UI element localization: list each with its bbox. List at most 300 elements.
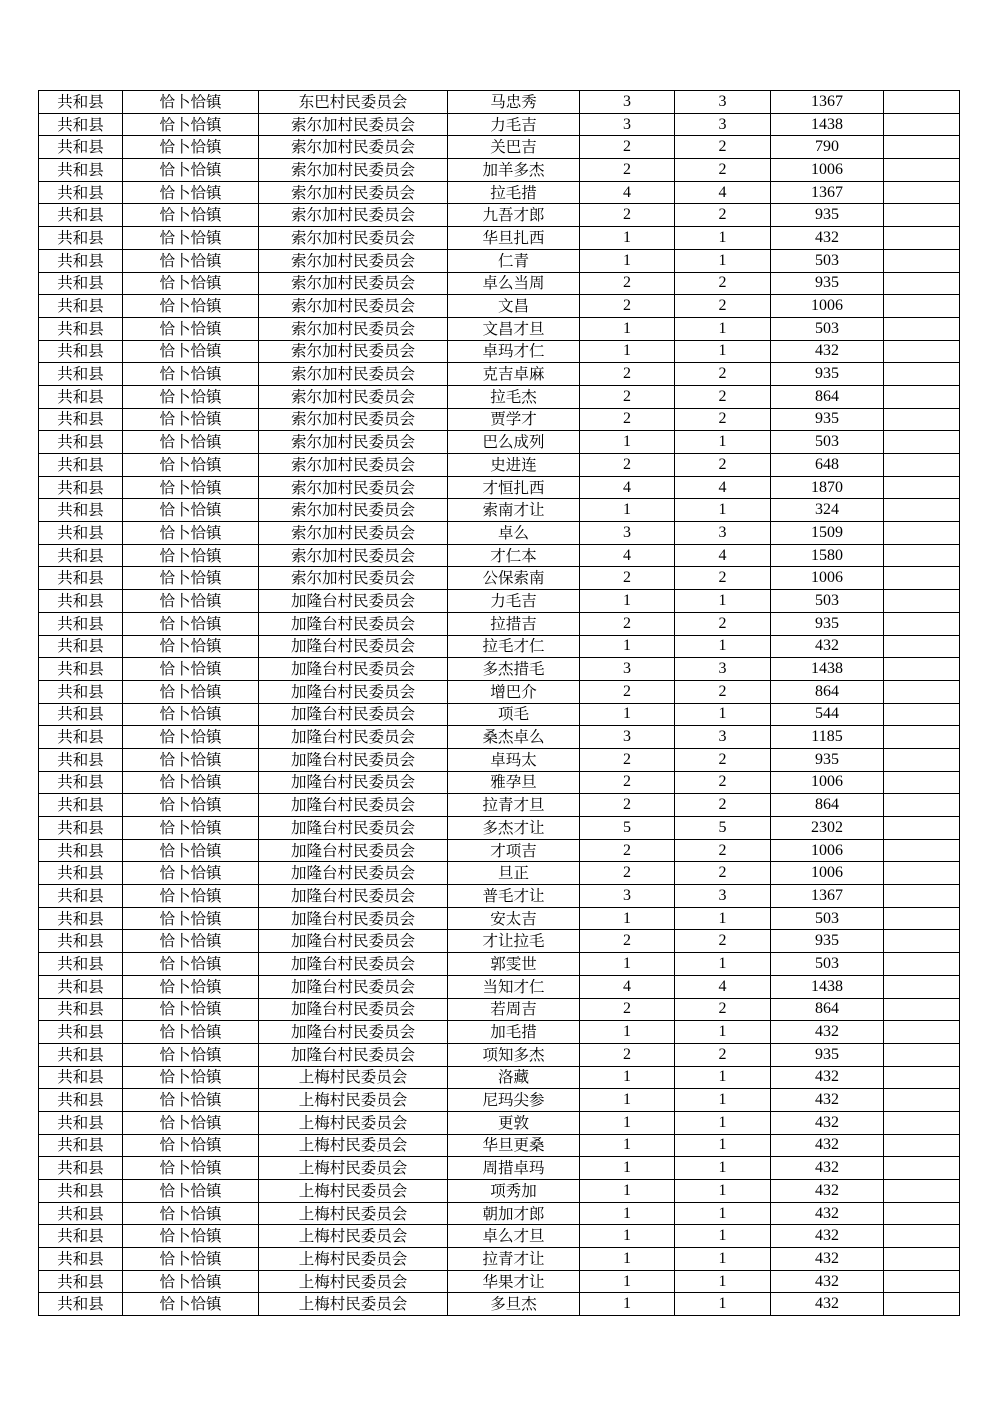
table-row xyxy=(39,1180,960,1203)
village-committee-cell: 加隆台村民委员会 xyxy=(259,998,448,1021)
household-head-cell: 多杰措毛 xyxy=(448,658,580,681)
county-cell: 共和县 xyxy=(39,817,123,840)
household-head-cell: 仁青 xyxy=(448,249,580,272)
county-cell: 共和县 xyxy=(39,998,123,1021)
table-row xyxy=(39,91,960,114)
household-head-cell: 九吾才郎 xyxy=(448,204,580,227)
town-cell: 恰卜恰镇 xyxy=(123,862,259,885)
household-members-cell: 3 xyxy=(580,658,675,681)
county-cell: 共和县 xyxy=(39,975,123,998)
county-cell: 共和县 xyxy=(39,476,123,499)
household-head-cell: 朝加才郎 xyxy=(448,1202,580,1225)
village-committee-cell: 索尔加村民委员会 xyxy=(259,317,448,340)
table-row xyxy=(39,885,960,908)
village-committee-cell: 索尔加村民委员会 xyxy=(259,476,448,499)
county-cell: 共和县 xyxy=(39,249,123,272)
amount-cell: 1006 xyxy=(771,771,884,794)
beneficiary-count-cell: 1 xyxy=(675,1089,771,1112)
county-cell: 共和县 xyxy=(39,612,123,635)
village-committee-cell: 加隆台村民委员会 xyxy=(259,817,448,840)
remarks-cell xyxy=(884,181,960,204)
table-row xyxy=(39,1111,960,1134)
county-cell: 共和县 xyxy=(39,159,123,182)
household-head-cell: 当知才仁 xyxy=(448,975,580,998)
amount-cell: 503 xyxy=(771,431,884,454)
village-committee-cell: 索尔加村民委员会 xyxy=(259,159,448,182)
household-members-cell: 2 xyxy=(580,272,675,295)
remarks-cell xyxy=(884,635,960,658)
village-committee-cell: 索尔加村民委员会 xyxy=(259,385,448,408)
county-cell: 共和县 xyxy=(39,317,123,340)
household-members-cell: 1 xyxy=(580,703,675,726)
village-committee-cell: 加隆台村民委员会 xyxy=(259,862,448,885)
beneficiary-count-cell: 1 xyxy=(675,1134,771,1157)
table-row xyxy=(39,1021,960,1044)
remarks-cell xyxy=(884,317,960,340)
household-head-cell: 力毛吉 xyxy=(448,590,580,613)
household-members-cell: 1 xyxy=(580,1111,675,1134)
beneficiary-count-cell: 1 xyxy=(675,953,771,976)
village-committee-cell: 东巴村民委员会 xyxy=(259,91,448,114)
village-committee-cell: 索尔加村民委员会 xyxy=(259,408,448,431)
household-members-cell: 2 xyxy=(580,680,675,703)
beneficiary-count-cell: 1 xyxy=(675,249,771,272)
village-committee-cell: 索尔加村民委员会 xyxy=(259,499,448,522)
town-cell: 恰卜恰镇 xyxy=(123,1180,259,1203)
household-head-cell: 更敦 xyxy=(448,1111,580,1134)
household-members-cell: 3 xyxy=(580,522,675,545)
county-cell: 共和县 xyxy=(39,590,123,613)
county-cell: 共和县 xyxy=(39,544,123,567)
county-cell: 共和县 xyxy=(39,181,123,204)
remarks-cell xyxy=(884,612,960,635)
household-head-cell: 才让拉毛 xyxy=(448,930,580,953)
town-cell: 恰卜恰镇 xyxy=(123,1066,259,1089)
beneficiary-count-cell: 1 xyxy=(675,907,771,930)
household-members-cell: 1 xyxy=(580,249,675,272)
county-cell: 共和县 xyxy=(39,340,123,363)
household-members-cell: 2 xyxy=(580,998,675,1021)
beneficiary-count-cell: 2 xyxy=(675,794,771,817)
remarks-cell xyxy=(884,590,960,613)
table-row xyxy=(39,1293,960,1316)
table-row xyxy=(39,499,960,522)
county-cell: 共和县 xyxy=(39,295,123,318)
household-head-cell: 史进连 xyxy=(448,454,580,477)
town-cell: 恰卜恰镇 xyxy=(123,726,259,749)
table-row xyxy=(39,998,960,1021)
remarks-cell xyxy=(884,907,960,930)
remarks-cell xyxy=(884,340,960,363)
county-cell: 共和县 xyxy=(39,635,123,658)
amount-cell: 1367 xyxy=(771,181,884,204)
village-committee-cell: 加隆台村民委员会 xyxy=(259,953,448,976)
household-members-cell: 1 xyxy=(580,431,675,454)
amount-cell: 935 xyxy=(771,272,884,295)
household-members-cell: 2 xyxy=(580,930,675,953)
household-head-cell: 加毛措 xyxy=(448,1021,580,1044)
household-members-cell: 1 xyxy=(580,1293,675,1316)
remarks-cell xyxy=(884,272,960,295)
town-cell: 恰卜恰镇 xyxy=(123,885,259,908)
town-cell: 恰卜恰镇 xyxy=(123,181,259,204)
town-cell: 恰卜恰镇 xyxy=(123,91,259,114)
table-row xyxy=(39,953,960,976)
town-cell: 恰卜恰镇 xyxy=(123,544,259,567)
amount-cell: 1870 xyxy=(771,476,884,499)
remarks-cell xyxy=(884,249,960,272)
table-row xyxy=(39,658,960,681)
county-cell: 共和县 xyxy=(39,1089,123,1112)
table-row xyxy=(39,1089,960,1112)
beneficiary-count-cell: 1 xyxy=(675,1270,771,1293)
amount-cell: 432 xyxy=(771,340,884,363)
household-members-cell: 2 xyxy=(580,567,675,590)
household-head-cell: 多杰才让 xyxy=(448,817,580,840)
remarks-cell xyxy=(884,91,960,114)
village-committee-cell: 索尔加村民委员会 xyxy=(259,522,448,545)
amount-cell: 1367 xyxy=(771,91,884,114)
remarks-cell xyxy=(884,385,960,408)
town-cell: 恰卜恰镇 xyxy=(123,1111,259,1134)
county-cell: 共和县 xyxy=(39,227,123,250)
village-committee-cell: 索尔加村民委员会 xyxy=(259,272,448,295)
amount-cell: 432 xyxy=(771,1225,884,1248)
beneficiary-count-cell: 2 xyxy=(675,862,771,885)
village-committee-cell: 索尔加村民委员会 xyxy=(259,113,448,136)
table-row xyxy=(39,113,960,136)
amount-cell: 935 xyxy=(771,930,884,953)
household-head-cell: 文昌 xyxy=(448,295,580,318)
household-members-cell: 5 xyxy=(580,817,675,840)
town-cell: 恰卜恰镇 xyxy=(123,998,259,1021)
remarks-cell xyxy=(884,817,960,840)
county-cell: 共和县 xyxy=(39,91,123,114)
remarks-cell xyxy=(884,454,960,477)
county-cell: 共和县 xyxy=(39,1111,123,1134)
village-committee-cell: 索尔加村民委员会 xyxy=(259,227,448,250)
remarks-cell xyxy=(884,1111,960,1134)
amount-cell: 432 xyxy=(771,1202,884,1225)
village-committee-cell: 加隆台村民委员会 xyxy=(259,590,448,613)
table-row xyxy=(39,862,960,885)
town-cell: 恰卜恰镇 xyxy=(123,159,259,182)
county-cell: 共和县 xyxy=(39,703,123,726)
household-members-cell: 1 xyxy=(580,953,675,976)
town-cell: 恰卜恰镇 xyxy=(123,567,259,590)
household-head-cell: 华旦扎西 xyxy=(448,227,580,250)
household-members-cell: 1 xyxy=(580,1202,675,1225)
amount-cell: 935 xyxy=(771,408,884,431)
household-head-cell: 安太吉 xyxy=(448,907,580,930)
county-cell: 共和县 xyxy=(39,726,123,749)
town-cell: 恰卜恰镇 xyxy=(123,1202,259,1225)
remarks-cell xyxy=(884,1180,960,1203)
amount-cell: 935 xyxy=(771,1043,884,1066)
table-row xyxy=(39,1134,960,1157)
remarks-cell xyxy=(884,363,960,386)
remarks-cell xyxy=(884,1248,960,1271)
beneficiary-count-cell: 1 xyxy=(675,227,771,250)
town-cell: 恰卜恰镇 xyxy=(123,431,259,454)
table-body xyxy=(39,91,960,1316)
beneficiary-count-cell: 2 xyxy=(675,998,771,1021)
table-row xyxy=(39,794,960,817)
amount-cell: 1006 xyxy=(771,839,884,862)
amount-cell: 864 xyxy=(771,998,884,1021)
table-row xyxy=(39,476,960,499)
household-members-cell: 1 xyxy=(580,227,675,250)
town-cell: 恰卜恰镇 xyxy=(123,907,259,930)
table-row xyxy=(39,204,960,227)
village-committee-cell: 加隆台村民委员会 xyxy=(259,703,448,726)
household-members-cell: 1 xyxy=(580,1180,675,1203)
county-cell: 共和县 xyxy=(39,204,123,227)
household-members-cell: 4 xyxy=(580,975,675,998)
town-cell: 恰卜恰镇 xyxy=(123,1157,259,1180)
remarks-cell xyxy=(884,544,960,567)
household-members-cell: 2 xyxy=(580,204,675,227)
household-members-cell: 1 xyxy=(580,1066,675,1089)
household-head-cell: 索南才让 xyxy=(448,499,580,522)
county-cell: 共和县 xyxy=(39,499,123,522)
village-committee-cell: 加隆台村民委员会 xyxy=(259,794,448,817)
town-cell: 恰卜恰镇 xyxy=(123,635,259,658)
household-members-cell: 2 xyxy=(580,363,675,386)
village-committee-cell: 上梅村民委员会 xyxy=(259,1111,448,1134)
town-cell: 恰卜恰镇 xyxy=(123,272,259,295)
table-row xyxy=(39,431,960,454)
remarks-cell xyxy=(884,930,960,953)
county-cell: 共和县 xyxy=(39,1021,123,1044)
household-members-cell: 1 xyxy=(580,1225,675,1248)
remarks-cell xyxy=(884,1202,960,1225)
county-cell: 共和县 xyxy=(39,1066,123,1089)
household-members-cell: 2 xyxy=(580,862,675,885)
village-committee-cell: 加隆台村民委员会 xyxy=(259,658,448,681)
table-row xyxy=(39,1043,960,1066)
county-cell: 共和县 xyxy=(39,1225,123,1248)
village-committee-cell: 上梅村民委员会 xyxy=(259,1248,448,1271)
amount-cell: 503 xyxy=(771,953,884,976)
amount-cell: 1185 xyxy=(771,726,884,749)
table-row xyxy=(39,748,960,771)
amount-cell: 1006 xyxy=(771,862,884,885)
table-row xyxy=(39,590,960,613)
village-committee-cell: 上梅村民委员会 xyxy=(259,1066,448,1089)
amount-cell: 432 xyxy=(771,1248,884,1271)
village-committee-cell: 加隆台村民委员会 xyxy=(259,612,448,635)
village-committee-cell: 加隆台村民委员会 xyxy=(259,907,448,930)
table-row xyxy=(39,1248,960,1271)
county-cell: 共和县 xyxy=(39,454,123,477)
household-head-cell: 关巴吉 xyxy=(448,136,580,159)
amount-cell: 432 xyxy=(771,1089,884,1112)
amount-cell: 648 xyxy=(771,454,884,477)
household-head-cell: 华果才让 xyxy=(448,1270,580,1293)
remarks-cell xyxy=(884,227,960,250)
remarks-cell xyxy=(884,295,960,318)
amount-cell: 1006 xyxy=(771,159,884,182)
household-members-cell: 2 xyxy=(580,136,675,159)
beneficiary-count-cell: 2 xyxy=(675,136,771,159)
town-cell: 恰卜恰镇 xyxy=(123,817,259,840)
household-members-cell: 2 xyxy=(580,748,675,771)
beneficiary-count-cell: 2 xyxy=(675,272,771,295)
town-cell: 恰卜恰镇 xyxy=(123,522,259,545)
remarks-cell xyxy=(884,975,960,998)
household-head-cell: 克吉卓麻 xyxy=(448,363,580,386)
household-head-cell: 普毛才让 xyxy=(448,885,580,908)
town-cell: 恰卜恰镇 xyxy=(123,748,259,771)
village-committee-cell: 索尔加村民委员会 xyxy=(259,249,448,272)
table-row xyxy=(39,612,960,635)
beneficiary-count-cell: 1 xyxy=(675,1111,771,1134)
amount-cell: 432 xyxy=(771,1111,884,1134)
table-row xyxy=(39,272,960,295)
household-head-cell: 拉青才旦 xyxy=(448,794,580,817)
table-row xyxy=(39,136,960,159)
household-head-cell: 雅孕旦 xyxy=(448,771,580,794)
amount-cell: 864 xyxy=(771,385,884,408)
town-cell: 恰卜恰镇 xyxy=(123,454,259,477)
beneficiary-count-cell: 2 xyxy=(675,930,771,953)
town-cell: 恰卜恰镇 xyxy=(123,499,259,522)
remarks-cell xyxy=(884,1066,960,1089)
county-cell: 共和县 xyxy=(39,408,123,431)
household-head-cell: 旦正 xyxy=(448,862,580,885)
remarks-cell xyxy=(884,1021,960,1044)
village-committee-cell: 上梅村民委员会 xyxy=(259,1202,448,1225)
beneficiary-count-cell: 2 xyxy=(675,295,771,318)
amount-cell: 432 xyxy=(771,227,884,250)
household-head-cell: 尼玛尖参 xyxy=(448,1089,580,1112)
town-cell: 恰卜恰镇 xyxy=(123,476,259,499)
household-members-cell: 2 xyxy=(580,794,675,817)
household-head-cell: 拉青才让 xyxy=(448,1248,580,1271)
county-cell: 共和县 xyxy=(39,1248,123,1271)
table-row xyxy=(39,1202,960,1225)
household-head-cell: 才恒扎西 xyxy=(448,476,580,499)
household-members-cell: 3 xyxy=(580,91,675,114)
household-head-cell: 文昌才旦 xyxy=(448,317,580,340)
village-committee-cell: 索尔加村民委员会 xyxy=(259,181,448,204)
beneficiary-count-cell: 1 xyxy=(675,431,771,454)
remarks-cell xyxy=(884,499,960,522)
village-committee-cell: 上梅村民委员会 xyxy=(259,1134,448,1157)
table-row xyxy=(39,1225,960,1248)
household-members-cell: 1 xyxy=(580,1134,675,1157)
county-cell: 共和县 xyxy=(39,680,123,703)
remarks-cell xyxy=(884,567,960,590)
county-cell: 共和县 xyxy=(39,1180,123,1203)
beneficiary-count-cell: 2 xyxy=(675,408,771,431)
table-row xyxy=(39,1270,960,1293)
amount-cell: 935 xyxy=(771,204,884,227)
village-committee-cell: 上梅村民委员会 xyxy=(259,1180,448,1203)
village-committee-cell: 加隆台村民委员会 xyxy=(259,771,448,794)
county-cell: 共和县 xyxy=(39,567,123,590)
household-head-cell: 卓么才旦 xyxy=(448,1225,580,1248)
remarks-cell xyxy=(884,1225,960,1248)
amount-cell: 324 xyxy=(771,499,884,522)
town-cell: 恰卜恰镇 xyxy=(123,136,259,159)
beneficiary-count-cell: 1 xyxy=(675,1157,771,1180)
table-row xyxy=(39,726,960,749)
household-head-cell: 公保索南 xyxy=(448,567,580,590)
town-cell: 恰卜恰镇 xyxy=(123,340,259,363)
amount-cell: 935 xyxy=(771,363,884,386)
amount-cell: 503 xyxy=(771,907,884,930)
amount-cell: 1438 xyxy=(771,658,884,681)
village-committee-cell: 索尔加村民委员会 xyxy=(259,340,448,363)
village-committee-cell: 索尔加村民委员会 xyxy=(259,544,448,567)
table-row xyxy=(39,340,960,363)
town-cell: 恰卜恰镇 xyxy=(123,204,259,227)
beneficiary-count-cell: 3 xyxy=(675,726,771,749)
amount-cell: 1438 xyxy=(771,113,884,136)
town-cell: 恰卜恰镇 xyxy=(123,227,259,250)
household-head-cell: 卓么当周 xyxy=(448,272,580,295)
village-committee-cell: 索尔加村民委员会 xyxy=(259,567,448,590)
household-head-cell: 才项吉 xyxy=(448,839,580,862)
table-row xyxy=(39,703,960,726)
household-head-cell: 卓玛才仁 xyxy=(448,340,580,363)
household-members-cell: 1 xyxy=(580,499,675,522)
village-committee-cell: 上梅村民委员会 xyxy=(259,1089,448,1112)
beneficiary-count-cell: 4 xyxy=(675,975,771,998)
household-head-cell: 周措卓玛 xyxy=(448,1157,580,1180)
town-cell: 恰卜恰镇 xyxy=(123,408,259,431)
household-head-cell: 力毛吉 xyxy=(448,113,580,136)
amount-cell: 1438 xyxy=(771,975,884,998)
county-cell: 共和县 xyxy=(39,1043,123,1066)
village-committee-cell: 索尔加村民委员会 xyxy=(259,431,448,454)
benefit-table xyxy=(38,90,960,1316)
beneficiary-count-cell: 4 xyxy=(675,181,771,204)
county-cell: 共和县 xyxy=(39,363,123,386)
amount-cell: 432 xyxy=(771,1021,884,1044)
household-head-cell: 若周吉 xyxy=(448,998,580,1021)
remarks-cell xyxy=(884,1293,960,1316)
household-members-cell: 2 xyxy=(580,385,675,408)
village-committee-cell: 加隆台村民委员会 xyxy=(259,885,448,908)
village-committee-cell: 加隆台村民委员会 xyxy=(259,748,448,771)
beneficiary-count-cell: 2 xyxy=(675,839,771,862)
beneficiary-count-cell: 5 xyxy=(675,817,771,840)
household-members-cell: 2 xyxy=(580,839,675,862)
table-row xyxy=(39,1157,960,1180)
household-members-cell: 2 xyxy=(580,771,675,794)
household-members-cell: 1 xyxy=(580,1248,675,1271)
county-cell: 共和县 xyxy=(39,1293,123,1316)
beneficiary-count-cell: 1 xyxy=(675,1225,771,1248)
town-cell: 恰卜恰镇 xyxy=(123,1043,259,1066)
beneficiary-count-cell: 1 xyxy=(675,499,771,522)
beneficiary-count-cell: 2 xyxy=(675,159,771,182)
village-committee-cell: 加隆台村民委员会 xyxy=(259,839,448,862)
village-committee-cell: 索尔加村民委员会 xyxy=(259,454,448,477)
beneficiary-count-cell: 2 xyxy=(675,363,771,386)
household-head-cell: 项毛 xyxy=(448,703,580,726)
household-head-cell: 项知多杰 xyxy=(448,1043,580,1066)
amount-cell: 935 xyxy=(771,748,884,771)
remarks-cell xyxy=(884,953,960,976)
household-head-cell: 拉毛措 xyxy=(448,181,580,204)
village-committee-cell: 加隆台村民委员会 xyxy=(259,726,448,749)
amount-cell: 935 xyxy=(771,612,884,635)
village-committee-cell: 加隆台村民委员会 xyxy=(259,1021,448,1044)
